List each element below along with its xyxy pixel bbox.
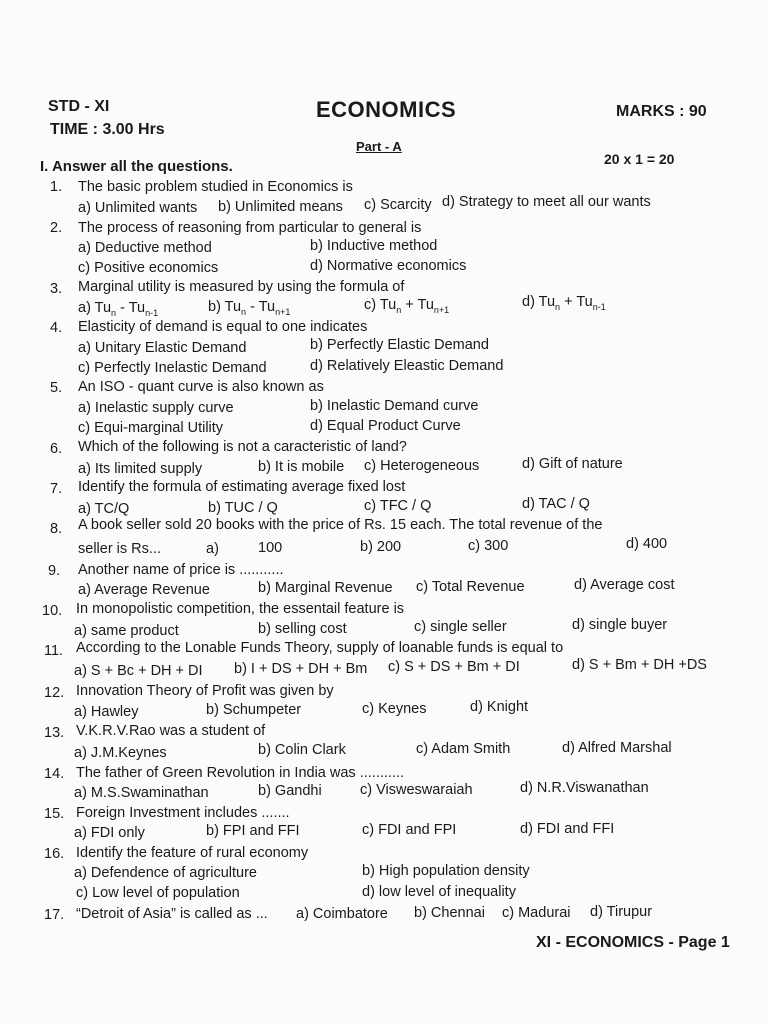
question-number: 10. bbox=[42, 603, 63, 619]
page-title: ECONOMICS bbox=[316, 97, 457, 122]
question-number: 5. bbox=[50, 380, 63, 396]
marks-total: 20 x 1 = 20 bbox=[604, 151, 675, 167]
question-text-continued: seller is Rs... bbox=[78, 541, 161, 557]
option-d: d) Strategy to meet all our wants bbox=[442, 194, 651, 210]
option-b: b) selling cost bbox=[258, 621, 347, 637]
question-text: An ISO - quant curve is also known as bbox=[78, 379, 324, 395]
option-c: c) FDI and FPI bbox=[362, 822, 457, 838]
question-number: 2. bbox=[50, 220, 63, 236]
option-b: b) Gandhi bbox=[258, 783, 322, 799]
option-a: a) Inelastic supply curve bbox=[78, 400, 234, 416]
option-a: a) S + Bc + DH + DI bbox=[74, 663, 203, 679]
page-footer: XI - ECONOMICS - Page 1 bbox=[536, 934, 730, 951]
option-c: c) $Tu_n + Tu_{n+1}$ bbox=[364, 297, 450, 315]
option-a: a) Coimbatore bbox=[296, 906, 388, 922]
option-a: a) M.S.Swaminathan bbox=[74, 785, 209, 801]
option-b: b) Inductive method bbox=[310, 238, 438, 254]
question-text: V.K.R.V.Rao was a student of bbox=[76, 723, 266, 739]
option-c: c) Keynes bbox=[362, 701, 427, 717]
option-a: a) same product bbox=[74, 623, 179, 639]
question-number: 14. bbox=[44, 766, 65, 782]
option-a: a) Deductive method bbox=[78, 240, 212, 256]
option-c: c) Madurai bbox=[502, 905, 571, 921]
question-number: 15. bbox=[44, 806, 65, 822]
option-b: b) $Tu_n - Tu_{n+1}$ bbox=[208, 299, 291, 317]
option-d: d) FDI and FFI bbox=[520, 821, 615, 837]
question-number: 11. bbox=[44, 643, 64, 659]
option-a: a) Unitary Elastic Demand bbox=[78, 340, 247, 356]
question-text: Identify the feature of rural economy bbox=[76, 845, 309, 861]
option-b: b) High population density bbox=[362, 863, 530, 879]
option-b: b) Schumpeter bbox=[206, 702, 302, 718]
option-c: c) Low level of population bbox=[76, 885, 240, 901]
option-b: b) FPI and FFI bbox=[206, 823, 300, 839]
question-text: The process of reasoning from particular to general is bbox=[78, 220, 422, 236]
question-text: According to the Lonable Funds Theory, supply of loanable funds is equal to bbox=[76, 640, 564, 656]
option-c: c) Positive economics bbox=[78, 260, 219, 276]
question-number: 12. bbox=[44, 685, 65, 701]
option-c: c) single seller bbox=[414, 619, 507, 635]
option-c: c) Heterogeneous bbox=[364, 458, 480, 474]
standard-label: STD - XI bbox=[48, 98, 110, 115]
option-a: a) Its limited supply bbox=[78, 461, 203, 477]
question-text: Foreign Investment includes ....... bbox=[76, 805, 290, 821]
option-a: a) Hawley bbox=[74, 704, 139, 720]
option-d: d) Equal Product Curve bbox=[310, 418, 461, 434]
question-number: 6. bbox=[50, 441, 63, 457]
option-d: d) Gift of nature bbox=[522, 456, 623, 472]
option-c: c) S + DS + Bm + DI bbox=[388, 659, 520, 675]
question-text: “Detroit of Asia” is called as ... bbox=[76, 906, 268, 922]
question-text: Which of the following is not a caracteristic of land? bbox=[78, 439, 407, 455]
option-a: a) TC/Q bbox=[78, 501, 130, 517]
time-label: TIME : 3.00 Hrs bbox=[50, 121, 165, 138]
option-b: b) Unlimited means bbox=[218, 199, 343, 215]
question-text: Another name of price is ........... bbox=[78, 562, 284, 578]
question-text: Innovation Theory of Profit was given by bbox=[76, 683, 334, 699]
option-b: b) Perfectly Elastic Demand bbox=[310, 337, 489, 353]
option-b: b) I + DS + DH + Bm bbox=[234, 661, 368, 677]
option-a-value: 100 bbox=[258, 540, 283, 556]
option-d: d) 400 bbox=[626, 536, 668, 552]
question-text: Elasticity of demand is equal to one indicates bbox=[78, 319, 368, 335]
question-number: 13. bbox=[44, 725, 65, 741]
option-a: a) Unlimited wants bbox=[78, 200, 198, 216]
option-b: b) Marginal Revenue bbox=[258, 580, 393, 596]
option-c: c) Perfectly Inelastic Demand bbox=[78, 360, 267, 376]
question-number: 16. bbox=[44, 846, 65, 862]
question-number: 7. bbox=[50, 481, 63, 497]
option-d: d) $Tu_n + Tu_{n-1}$ bbox=[522, 294, 606, 312]
option-a: a) bbox=[206, 541, 219, 557]
question-number: 17. bbox=[44, 907, 65, 923]
option-a: a) J.M.Keynes bbox=[74, 745, 167, 761]
option-c: c) TFC / Q bbox=[364, 498, 432, 514]
option-b: b) Colin Clark bbox=[258, 742, 346, 758]
option-d: d) Knight bbox=[470, 699, 529, 715]
option-d: d) S + Bm + DH +DS bbox=[572, 657, 707, 673]
option-a: a) $Tu_n - Tu_{n-1}$ bbox=[78, 300, 159, 318]
option-a: a) Average Revenue bbox=[78, 582, 210, 598]
question-number: 8. bbox=[50, 521, 63, 537]
question-text: The basic problem studied in Economics is bbox=[78, 179, 353, 195]
option-b: b) Chennai bbox=[414, 905, 485, 921]
marks-label: MARKS : 90 bbox=[616, 103, 707, 120]
option-b: b) TUC / Q bbox=[208, 500, 278, 516]
question-number: 3. bbox=[50, 281, 63, 297]
question-text: Marginal utility is measured by using the formula of bbox=[78, 279, 405, 295]
option-b: b) 200 bbox=[360, 539, 402, 555]
part-heading: Part - A bbox=[356, 139, 402, 154]
option-d: d) Normative economics bbox=[310, 258, 467, 274]
option-c: c) Scarcity bbox=[364, 197, 432, 213]
question-text: The father of Green Revolution in India was ........... bbox=[76, 765, 405, 781]
question-number: 1. bbox=[50, 179, 63, 195]
option-d: d) Average cost bbox=[574, 577, 675, 593]
option-d: d) N.R.Viswanathan bbox=[520, 780, 649, 796]
option-b: b) Inelastic Demand curve bbox=[310, 398, 479, 414]
option-c: c) 300 bbox=[468, 538, 509, 554]
section-instruction: I. Answer all the questions. bbox=[40, 158, 233, 175]
option-d: d) Alfred Marshal bbox=[562, 740, 672, 756]
option-c: c) Equi-marginal Utility bbox=[78, 420, 224, 436]
option-d: d) Tirupur bbox=[590, 904, 653, 920]
option-c: c) Visweswaraiah bbox=[360, 782, 473, 798]
option-d: d) TAC / Q bbox=[522, 496, 590, 512]
question-text: Identify the formula of estimating average fixed lost bbox=[78, 479, 406, 495]
question-text: A book seller sold 20 books with the price of Rs. 15 each. The total revenue of the bbox=[78, 517, 603, 533]
option-a: a) Defendence of agriculture bbox=[74, 865, 257, 881]
option-b: b) It is mobile bbox=[258, 459, 345, 475]
question-number: 4. bbox=[50, 320, 63, 336]
question-number: 9. bbox=[48, 563, 61, 579]
option-d: d) Relatively Eleastic Demand bbox=[310, 358, 504, 374]
option-c: c) Total Revenue bbox=[416, 579, 525, 595]
option-d: d) low level of inequality bbox=[362, 884, 516, 900]
option-c: c) Adam Smith bbox=[416, 741, 511, 757]
option-d: d) single buyer bbox=[572, 617, 668, 633]
option-a: a) FDI only bbox=[74, 825, 145, 841]
question-text: In monopolistic competition, the essentail feature is bbox=[76, 601, 405, 617]
